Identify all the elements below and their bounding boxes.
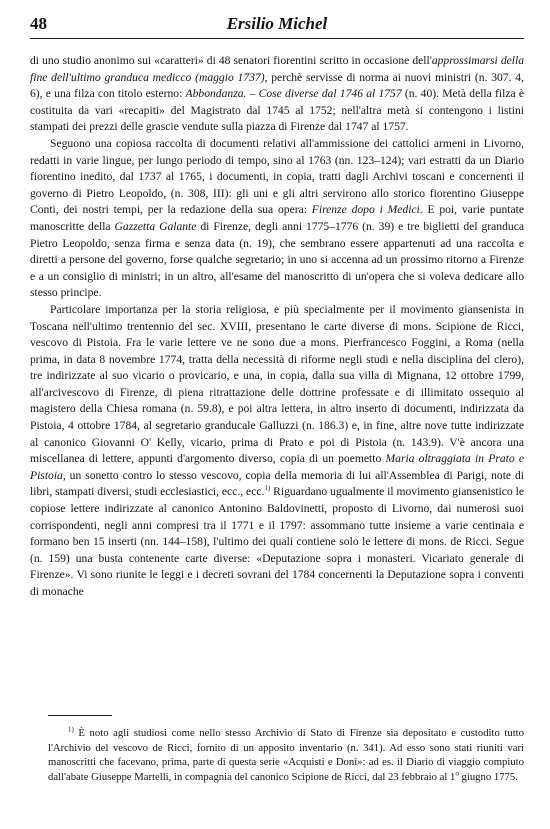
footnote xyxy=(48,726,524,784)
body-text xyxy=(30,53,524,601)
text-run: (n. 40). Metà della filza è costituita da vari «recapiti» del Magistrato dal 1745 al 1752; nell'altra metà si contengono i listini stampati dei prezzi delle grascie vendute sulla piazza di Firenze dal 1747 al 1757. xyxy=(30,87,524,134)
text-run: , perchè servisse di norma ai nuovi ministri (n. 307. 4, 6), e una filza con titolo esterno: xyxy=(30,70,524,101)
footnote-divider xyxy=(48,715,112,716)
text-run: . E poi, varie puntate manoscritte della xyxy=(30,203,524,233)
text-run: Seguono una copiosa raccolta di documenti relativi all'ammissione dei cattolici armeni in Livorno, redatti in varie lingue, per lungo periodo di tempo, sino al 1763 (nn. 123–124); vari estratti da un Diario fiorentino inedito, dal 1737 al 1765, i documenti, in copia, tratti dagli Archivi toscani e concernenti il governo di Pietro Leopoldo, (n. 308, III): gli uni e gli altri servirono allo storico fiorentino Giuseppe Conti, dei nostri tempi, per la redazione della sua opera: xyxy=(30,136,524,217)
text-run: Riguardano ugualmente il movimento giansenistico le copiose lettere indirizzate al canonico Antonino Baldovinetti, proposto di Livorno, dai numerosi suoi corrispondenti, negli anni compresi tra il 1771 e il 1797: assommano tutte insieme a varie centinaia e formano ben 15 inserti (nn. 144–158), l'ultimo dei quali contiene solo le lettere di mons. de Ricci. Segue (n. 159) una busta contenente carte diverse: «Deputazione sopra i monasteri. Vicariato generale di Firenze». Vi sono riunite le leggi e i decreti sovrani del 1784 concernenti la Deputazione sopra i conventi di monache xyxy=(30,485,524,598)
paragraph xyxy=(30,53,524,136)
italic-text: Firenze dopo i Medici xyxy=(311,203,420,217)
footnote-marker: 1) xyxy=(264,484,271,493)
text-run: di uno studio anonimo sui «caratteri» di 48 senatori fiorentini scritto in occasione dell' xyxy=(30,54,432,67)
italic-text: Abbondanza. – Cose diverse dal 1746 al 1757 xyxy=(185,87,402,101)
running-head-title: Ersilio Michel xyxy=(226,14,328,33)
text-run: Particolare importanza per la storia religiosa, e più specialmente per il movimento giansenista in Toscana nell'ultimo trentennio del sec. XVIII, presentano le carte diverse di mons. Scipione de Ricci, vescovo di Pistoia. Fra le varie lettere ve ne sono due a mons. Pierfrancesco Foggini, a Roma (nella prima, in data 8 novembre 1774, tratta della necessità di riforme negli studi e nella disciplina del clero), tre indirizzate al suo vicario o provicario, e una, in copia, dalla sua villa di Mignana, 12 ottobre 1799, all'arcivescovo di Firenze, di piena ritrattazione delle dottrine professate e di illimitato ossequio al magistero della Chiesa romana (n. 59.8), e poi altra lettera, in altro inserto di documenti, indirizzata da Pistoia, 4 ottobre 1784, al segretario granducale Galluzzi (n. 186.3) e, in fine, altre nove tutte indirizzate al canonico Giovanni O' Kelly, vicario, prima di Prato e poi di Pistoia (n. 143.9). V'è ancora una miscellanea di lettere, appunti d'argomento diverso, copia di un poemetto xyxy=(30,302,524,466)
text-run: , un sonetto contro lo stesso vescovo, copia della memoria di lui all'Assemblea di Parigi, note di libri, stampati diversi, studi ecclesiastici, ecc., ecc. xyxy=(30,468,524,499)
footnote-marker: 1) xyxy=(68,725,74,734)
paragraph xyxy=(30,136,524,302)
footnote-marker: o xyxy=(455,769,459,778)
italic-text: Gazzetta Galante xyxy=(114,219,197,233)
text-run: di Firenze, degli anni 1775–1776 (n. 39) e tre biglietti del granduca Pietro Leopoldo, senza firma e senza data (n. 19), che sembrano essere appartenuti ad una raccolta e diretti a persone del governo, forse qualche segretario; in uno si accenna ad un prossimo ritorno a Firenze e a un consiglio di ministri; in un altro, all'esame del manoscritto di un'opera che si voleva dedicare allo stesso principe. xyxy=(30,219,524,300)
text-run: È noto agli studiosi come nello stesso Archivio di Stato di Firenze sia depositato e custodito tutto l'Archivio del vescovo de Ricci, fornito di un apposito inventario (n. 341). Ad esso sono stati riuniti vari manoscritti che facevano, prima, parte di questa serie «Acquisti e Doni»: ad es. il Diario di viaggio compiuto dall'abate Giuseppe Martelli, in compagnia del canonico Scipione de Ricci, dal 23 febbraio al 1 xyxy=(48,727,524,783)
paragraph xyxy=(30,302,524,601)
footnotes xyxy=(48,726,524,784)
page-number: 48 xyxy=(30,14,47,33)
running-header xyxy=(30,12,524,39)
italic-text: Maria oltraggiata in Prato e Pistoia xyxy=(30,452,524,482)
text-run: giugno 1775. xyxy=(458,770,518,783)
italic-text: approssimarsi della fine dell'ultimo granduca medicco (maggio 1737) xyxy=(30,54,524,84)
